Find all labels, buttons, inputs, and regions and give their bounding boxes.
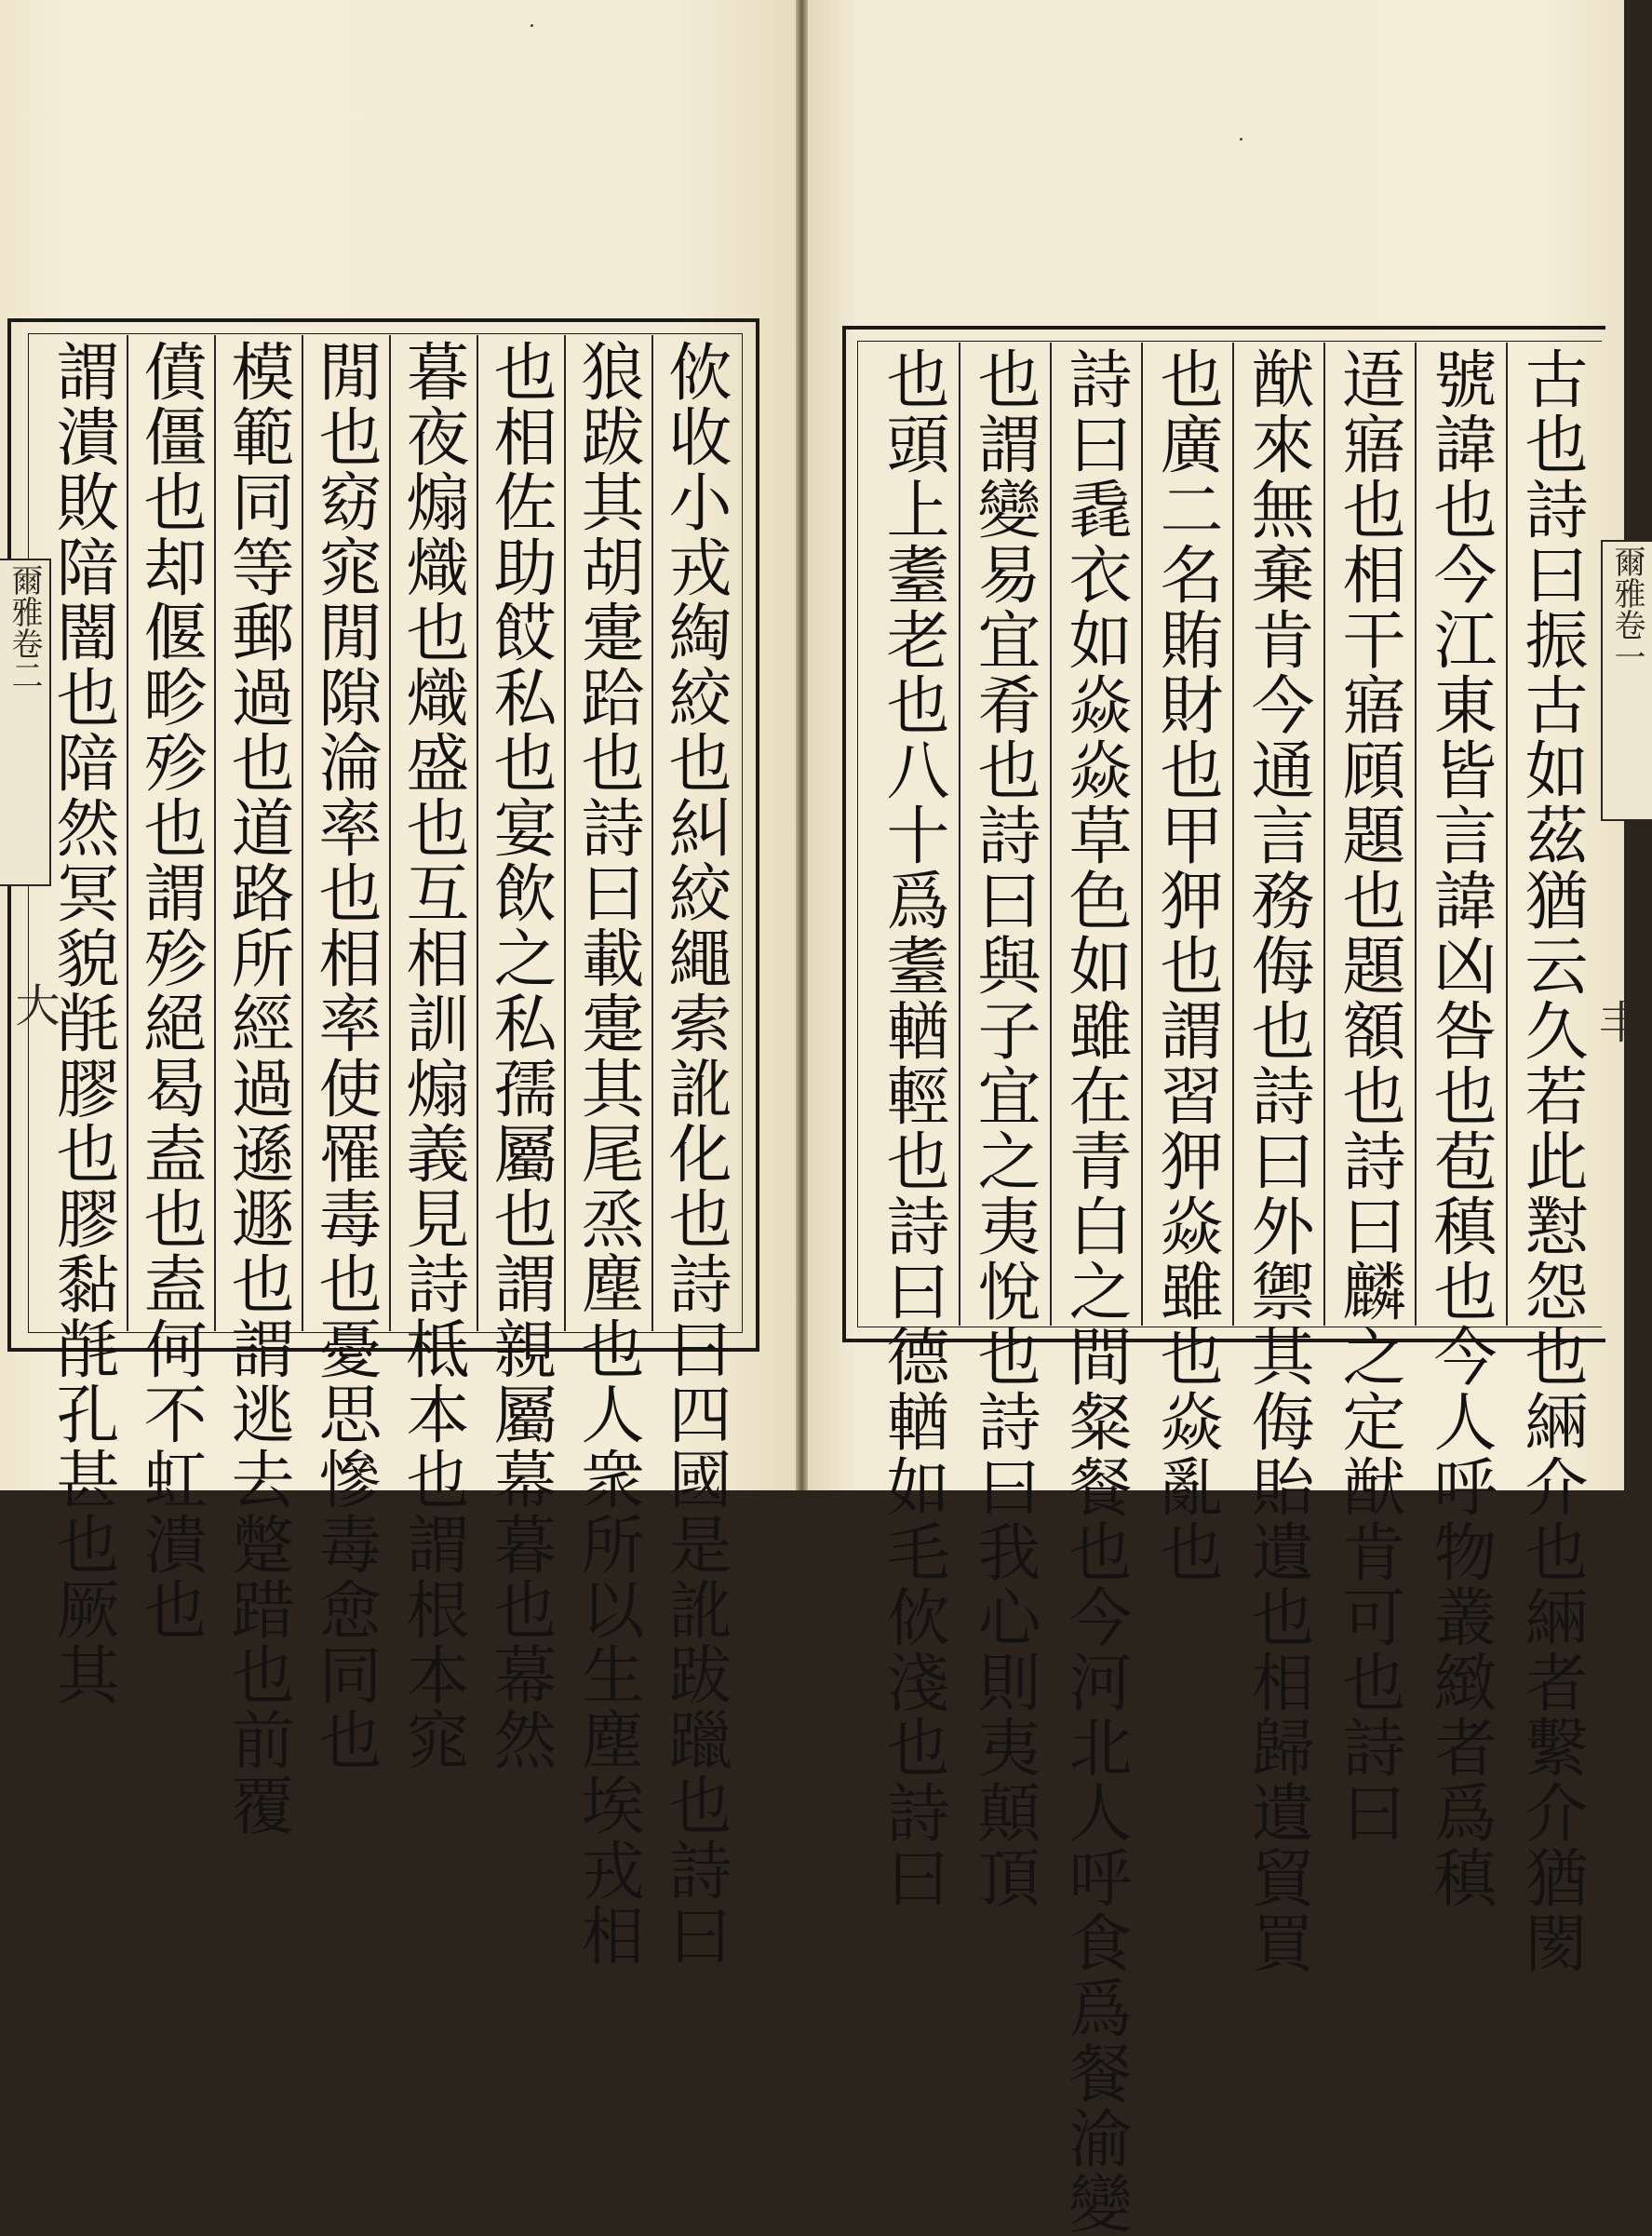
column-rule bbox=[1415, 343, 1417, 1326]
left-column-8: 謂潰敗隌闇也隌然冥貌㲖膠也膠黏㲖孔甚也厥其 bbox=[46, 339, 119, 1707]
right-column-1: 古也詩曰振古如茲猶云久若此懟怨也緉介也緉者繫介猶閡 bbox=[1514, 346, 1588, 1975]
left-margin-tab: 爾雅卷二 bbox=[0, 559, 51, 886]
column-rule bbox=[1323, 343, 1325, 1326]
left-column-1: 佽收小戎綯絞也糾絞繩索訛化也詩曰四國是訛跋躐也詩曰 bbox=[658, 339, 732, 1968]
right-column-6: 詩曰毳衣如焱焱草色如雖在青白之間粲餐也今河北人呼食爲餐渝變 bbox=[1058, 346, 1132, 2236]
column-rule bbox=[1232, 343, 1234, 1326]
right-column-2: 號諱也今江東皆言諱凶咎也苞稹也今人呼物叢緻者爲稹 bbox=[1423, 346, 1497, 1910]
left-column-4: 暮夜煽熾也熾盛也互相訓煽義見詩柢本也謂根本窕 bbox=[396, 339, 469, 1772]
column-rule bbox=[302, 335, 303, 1331]
book-gutter bbox=[796, 0, 808, 1490]
column-rule bbox=[127, 335, 128, 1331]
column-rule bbox=[959, 343, 960, 1326]
right-margin-tab: 爾雅卷一 bbox=[1601, 540, 1652, 821]
right-column-3: 逜寤也相干寤頋題也題額也詩曰麟之定猷肯可也詩曰 bbox=[1332, 346, 1405, 1845]
column-rule bbox=[1506, 343, 1508, 1326]
left-column-2: 狼跋其胡疐跲也詩曰載疐其尾烝塵也人衆所以生塵埃戎相 bbox=[571, 339, 644, 1968]
right-column-7: 也謂變易宜肴也詩曰與子宜之夷悅也詩曰我心則夷顛頂 bbox=[967, 346, 1041, 1910]
paper-speck bbox=[531, 24, 533, 27]
left-column-3: 也相佐助餀私也宴飲之私孺屬也謂親屬幕暮也幕然 bbox=[483, 339, 557, 1772]
column-rule bbox=[651, 335, 653, 1331]
column-rule bbox=[214, 335, 216, 1331]
column-rule bbox=[389, 335, 391, 1331]
right-folio-number: 丰 bbox=[1599, 997, 1645, 1049]
right-column-4: 猷來無棄肯今通言務侮也詩曰外禦其侮貽遺也相歸遺貿買 bbox=[1241, 346, 1314, 1975]
column-rule bbox=[1141, 343, 1143, 1326]
column-rule bbox=[1050, 343, 1052, 1326]
paper-speck bbox=[1240, 138, 1242, 141]
right-column-5: 也廣二名賄財也甲狎也謂習狎焱雖也焱亂也 bbox=[1149, 346, 1223, 1584]
left-folio-number: 大 bbox=[7, 982, 60, 1027]
column-rule bbox=[564, 335, 566, 1331]
column-rule bbox=[477, 335, 478, 1331]
left-column-7: 僨僵也却偃畛殄也謂殄絕曷盍也盍何不虹潰也 bbox=[133, 339, 207, 1642]
left-column-6: 模範同等郵過也道路所經過遜遯也謂逃去蹩踖也前覆 bbox=[221, 339, 294, 1838]
right-column-8: 也頭上耋老也八十爲耋輶輕也詩曰德輶如毛佽淺也詩曰 bbox=[876, 346, 949, 1910]
left-column-5: 閒也窈窕閒隙淪率也相率使罹毒也憂思慘毒㥐同也 bbox=[308, 339, 382, 1772]
